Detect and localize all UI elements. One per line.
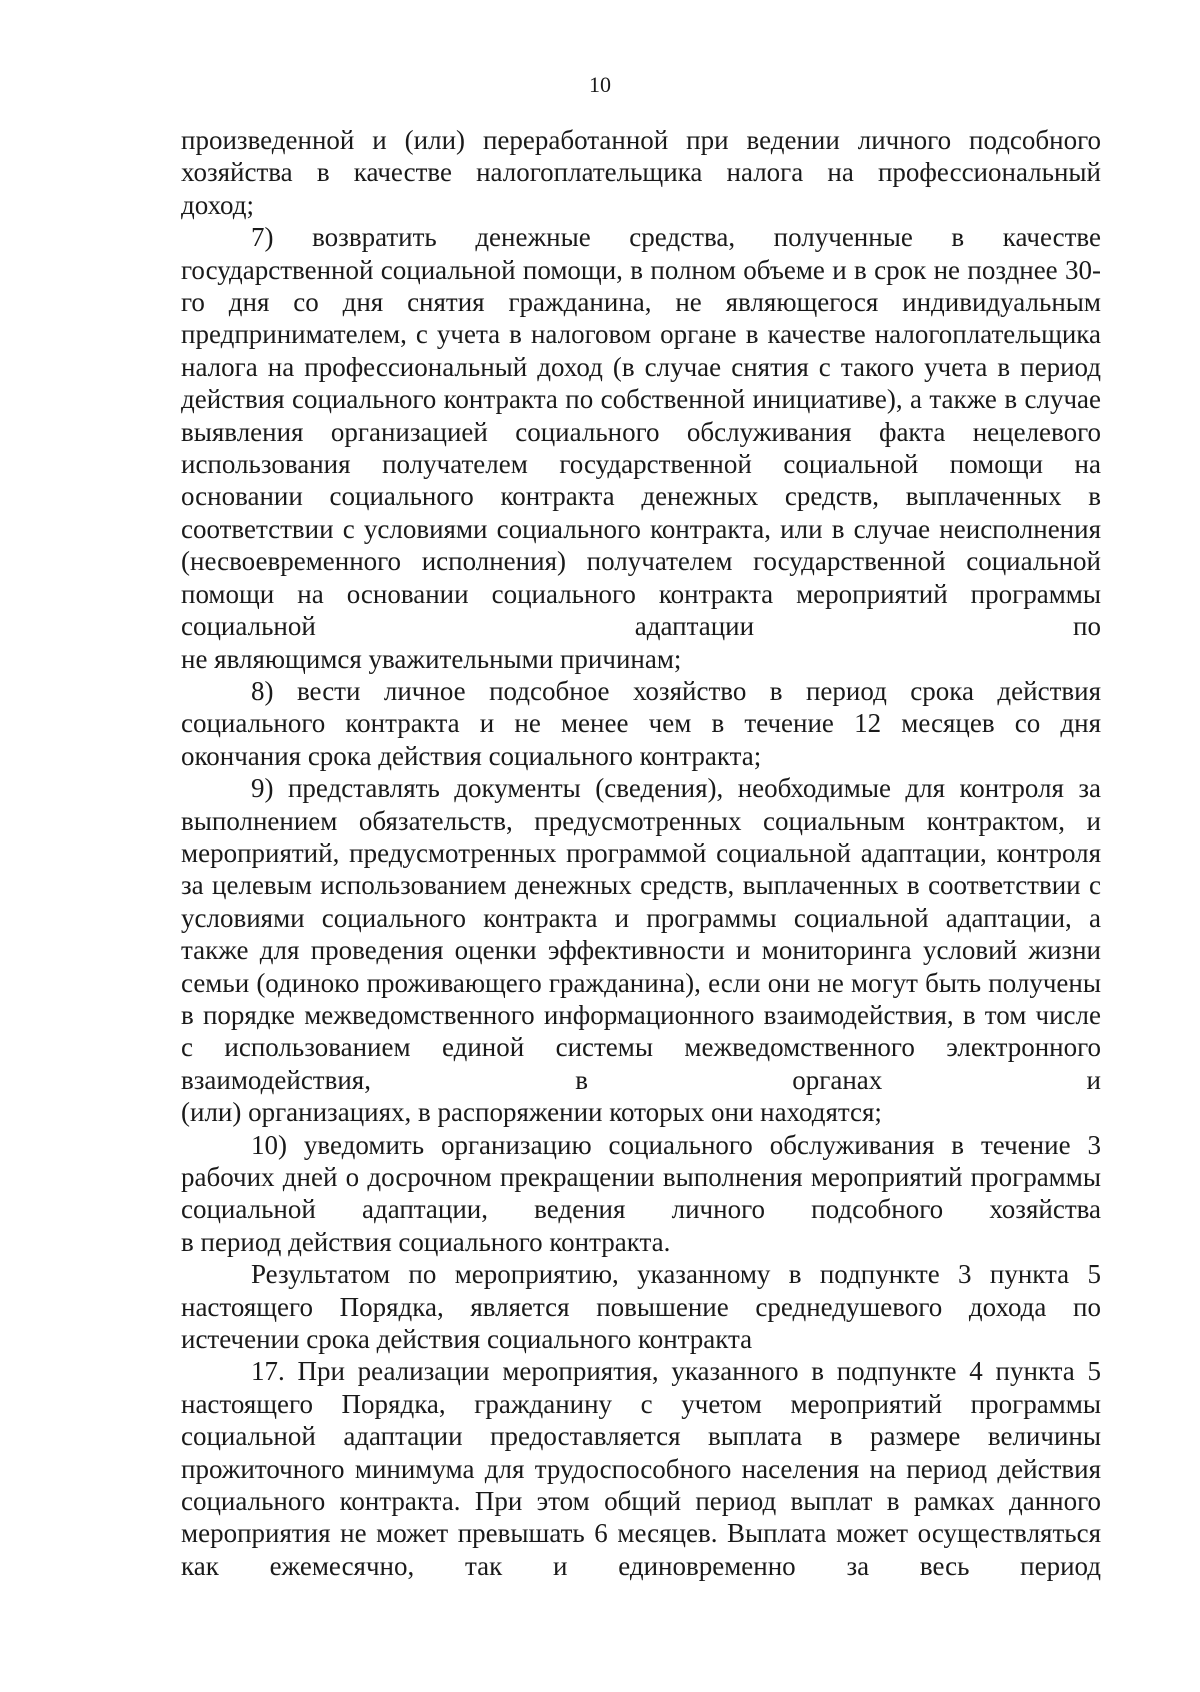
text-line: социального контракта мероприятий программы социальной адаптации по [181,578,1102,642]
text-line: мероприятий, предусмотренных программой социальной адаптации, [181,837,987,868]
text-line: в период действия социального контракта. [181,1226,671,1257]
list-item-8 [181,675,1101,740]
text-line: денежных средств, выплаченных в соответствии с условиями социального [181,481,1101,544]
text-line: не являющимся уважительными причинам; [181,643,682,674]
clause-17 [181,1355,1101,1582]
text-line: выполнением обязательств, предусмотренных социальным контрактом, и [181,805,1101,836]
result-paragraph-end [181,1323,1101,1355]
text-line: 9) представлять документы (сведения), необходимые для контроля за [251,773,1101,804]
text-line: хозяйства в качестве налогоплательщика налога на профессиональный [181,157,1101,188]
paragraph-continuation-end [181,189,1101,221]
text-line: истечении срока действия социального контракта [181,1324,753,1355]
text-line: соответствии с условиями социального контракта и программы [181,870,1102,933]
text-line: социальной адаптации, а также для проведения оценки эффективности и [181,902,1101,966]
text-line: доход; [181,189,254,220]
text-line: социального обслуживания факта нецелевого использования получателем [181,416,1101,480]
text-line: 10) уведомить организацию социального обслуживания в течение [251,1129,1071,1160]
text-line: окончания срока действия социального контракта; [181,740,762,771]
text-line: программы социальной адаптации, ведения личного подсобного хозяйства [181,1162,1101,1225]
paragraph-continuation [181,124,1101,189]
text-line: Результатом по мероприятию, указанному в подпункте 3 пункта 5 [251,1259,1101,1290]
text-line: государственной социальной помощи, в полном объеме и в срок не [181,254,961,285]
text-line: мониторинга условий жизни семьи (одиноко проживающего гражданина), [181,935,1101,998]
text-line: произведенной и (или) переработанной при ведении личного подсобного [181,125,1101,155]
result-paragraph [181,1258,1101,1323]
text-line: 3 рабочих дней о досрочном прекращении выполнения мероприятий [181,1129,1101,1192]
text-line: настоящего Порядка, гражданину с учетом мероприятий программы [181,1388,1101,1419]
text-line: настоящего Порядка, является повышение среднедушевого дохода по [181,1291,1101,1322]
text-line: прожиточного минимума для трудоспособного населения на период [181,1453,988,1484]
text-line: системы межведомственного электронного взаимодействия, в органах и [181,1032,1101,1095]
text-line: снятия с такого учета в период действия социального контракта по [181,351,1102,415]
list-item-10 [181,1129,1101,1226]
text-line: контракта, или в случае неисполнения (несвоевременного исполнения) [181,513,1101,577]
list-item-7 [181,221,1101,642]
text-line: позднее 30-го дня со дня снятия гражданина, не являющегося [181,254,1101,318]
text-line: получателем государственной социальной помощи на основании [181,546,1101,609]
text-line: информационного взаимодействия, в том числе с использованием единой [181,999,1102,1063]
text-line: осуществляться как ежемесячно, так и единовременно за весь период [181,1518,1101,1581]
text-line: собственной инициативе), а также в случае выявления организацией [181,384,1101,447]
list-item-9 [181,772,1101,1096]
document-body [181,124,1101,1582]
text-line: индивидуальным предпринимателем, с учета в налоговом органе в [181,287,1101,350]
text-line: (или) организациях, в распоряжении которых они находятся; [181,1097,882,1128]
list-item-10-end [181,1226,1101,1258]
text-line: действия социального контракта. При этом общий период выплат в рамках [181,1453,1101,1517]
text-line: 8) вести личное подсобное хозяйство в период срока действия [251,675,1101,706]
list-item-9-end [181,1096,1101,1128]
list-item-8-end [181,740,1101,772]
text-line: 7) возвратить денежные средства, полученные в качестве [251,222,1101,253]
list-item-7-end [181,643,1101,675]
text-line: 17. При реализации мероприятия, указанного в подпункте 4 пункта 5 [251,1356,1101,1387]
text-line: данного мероприятия не может превышать 6 месяцев. Выплата может [181,1486,1101,1549]
page-number: 10 [589,72,611,97]
text-line: социального контракта и не менее чем в течение 12 месяцев со дня [181,708,1101,739]
text-line: качестве налогоплательщика налога на профессиональный доход (в случае [181,319,1102,382]
text-line: социальной адаптации предоставляется выплата в размере величины [181,1421,1101,1452]
text-line: если они не могут быть получены в порядке межведомственного [181,967,1101,1030]
text-line: контроля за целевым использованием денежных средств, выплаченных в [181,837,1101,901]
text-line: государственной социальной помощи на основании социального контракта [181,449,1101,512]
